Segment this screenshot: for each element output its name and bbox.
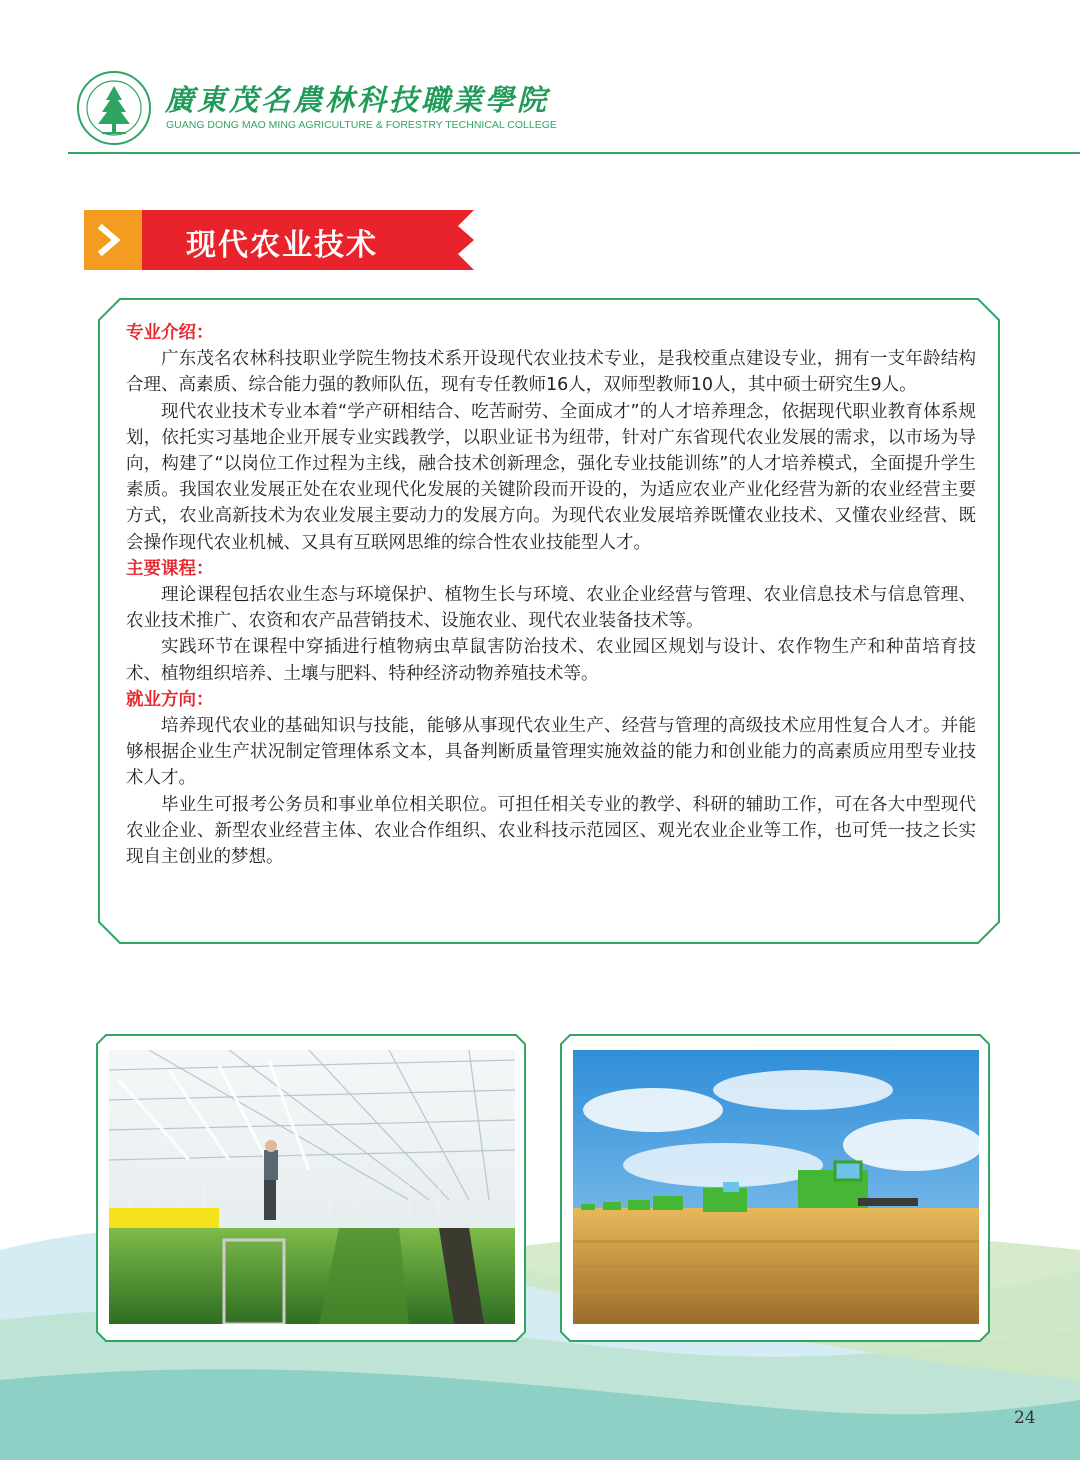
courses-heading: 主要课程： [126, 558, 214, 579]
header-divider [68, 152, 1080, 154]
page-number: 24 [1014, 1408, 1036, 1428]
greenhouse-photo [109, 1050, 515, 1324]
college-name-en: GUANG DONG MAO MING AGRICULTURE & FORESTRY TECHNICAL COLLEGE [166, 119, 557, 131]
career-paragraph: 培养现代农业的基础知识与技能，能够从事现代农业生产、经营与管理的高级技术应用性复合人才。并能够根据企业生产状况制定管理体系文本，具备判断质量管理实施效益的能力和创业能力的高素质应用型专业技术人才。 [126, 716, 976, 789]
intro-paragraph: 现代农业技术专业本着“学产研相结合、吃苦耐劳、全面成才”的人才培养理念，依据现代职业教育体系规划，依托实习基地企业开展专业实践教学，以职业证书为纽带，针对广东省现代农业发展的需求，以市场为导向，构建了“以岗位工作过程为主线，融合技术创新理念，强化专业技能训练”的人才培养模式，全面提升学生素质。我国农业发展正处在农业现代化发展的关键阶段而开设的，为适应农业产业化经营为新的农业经营主要方式，农业高新技术为农业发展主要动力的发展方向。为现代农业发展培养既懂农业技术、又懂农业经营、既会操作现代农业机械、又具有互联网思维的综合性农业技能型人才。 [126, 401, 976, 553]
college-seal-tree-icon [76, 70, 152, 146]
intro-heading: 专业介绍： [126, 323, 214, 343]
courses-paragraph: 实践环节在课程中穿插进行植物病虫草鼠害防治技术、农业园区规划与设计、农作物生产和种苗培育技术、植物组织培养、土壤与肥料、特种经济动物养殖技术等。 [126, 637, 976, 684]
courses-paragraph: 理论课程包括农业生态与环境保护、植物生长与环境、农业企业经营与管理、农业信息技术与信息管理、农业技术推广、农资和农产品营销技术、设施农业、现代农业装备技术等。 [126, 585, 976, 632]
content-body [126, 320, 976, 870]
intro-paragraph: 广东茂名农林科技职业学院生物技术系开设现代农业技术专业，是我校重点建设专业，拥有一支年龄结构合理、高素质、综合能力强的教师队伍，现有专任教师16人，双师型教师10人，其中硕士研究生9人。 [126, 349, 976, 396]
wheat-harvest-photo [573, 1050, 979, 1324]
college-name-cn: 廣東茂名農林科技職業學院 [165, 83, 550, 117]
career-paragraph: 毕业生可报考公务员和事业单位相关职位。可担任相关专业的教学、科研的辅助工作，可在各大中型现代农业企业、新型农业经营主体、农业合作组织、农业科技示范园区、观光农业企业等工作，也可凭一技之长实现自主创业的梦想。 [126, 794, 976, 868]
page-header [0, 0, 1080, 160]
section-title: 现代农业技术 [186, 228, 378, 263]
career-heading: 就业方向： [126, 689, 214, 710]
